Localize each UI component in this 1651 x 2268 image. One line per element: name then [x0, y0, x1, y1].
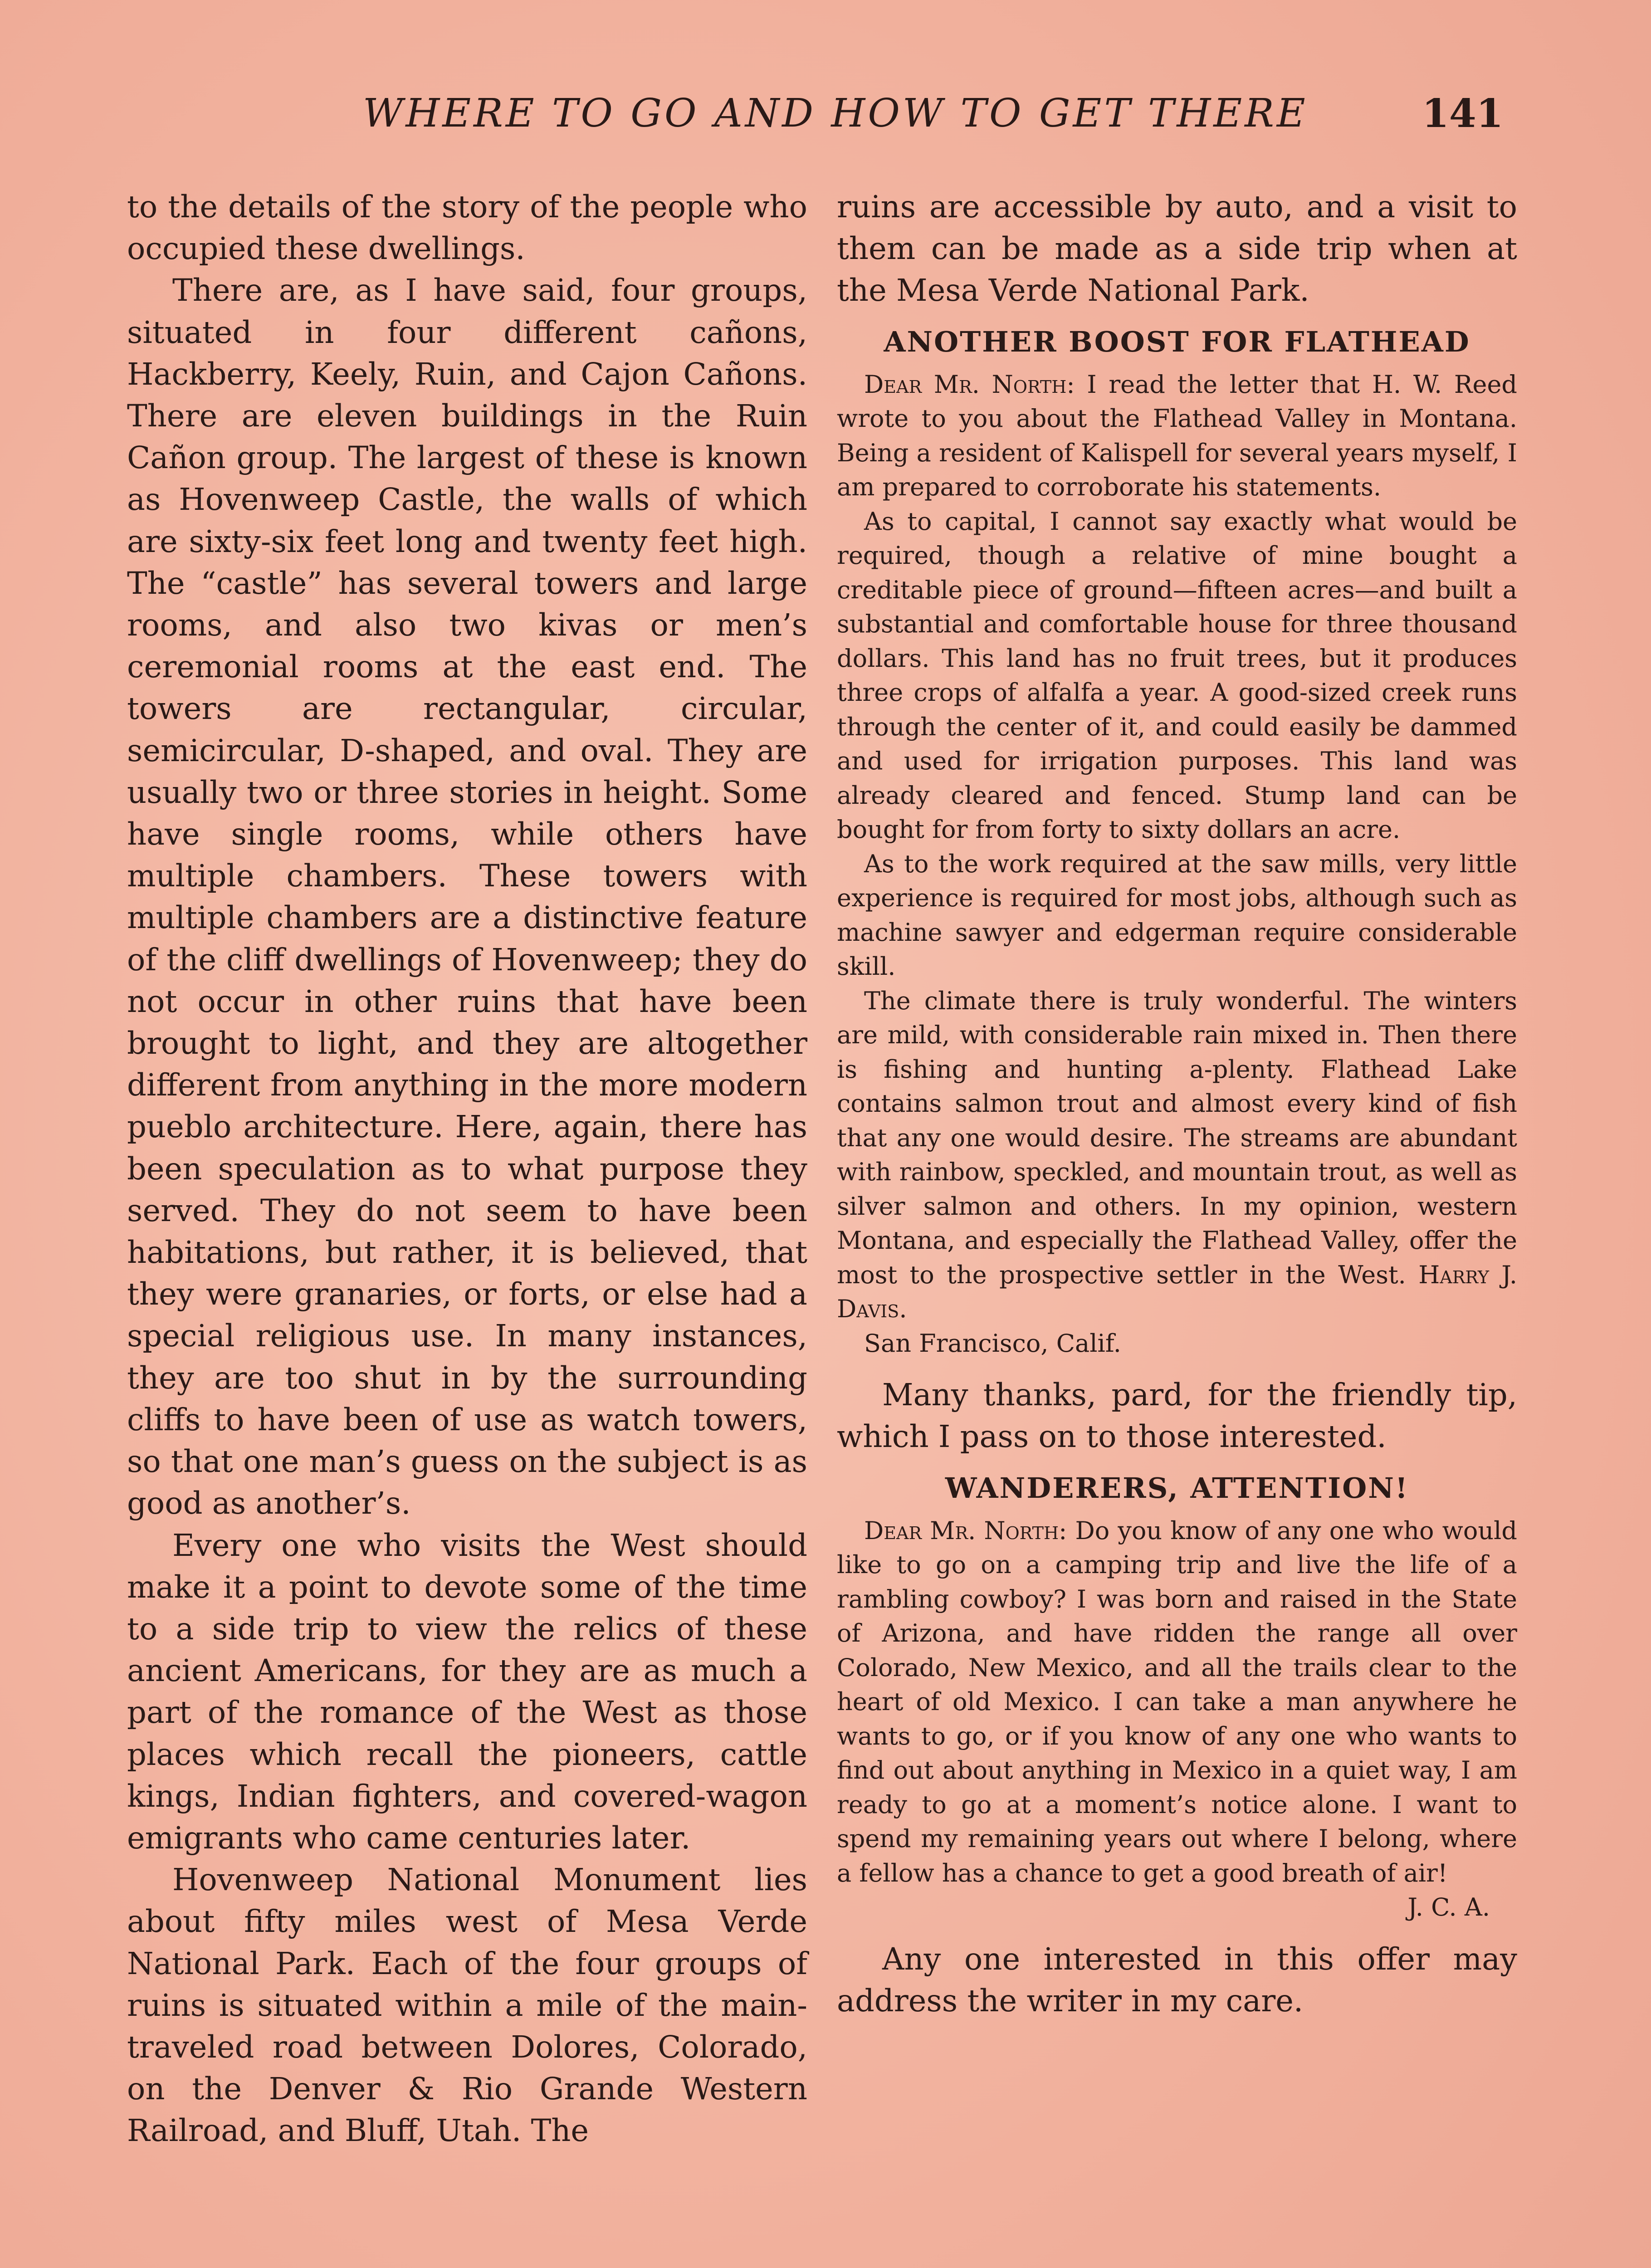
paragraph: ruins are accessible by auto, and a visit to them can be made as a side trip when at the Mesa Verde National Park.	[837, 189, 1517, 308]
letter-text: Do you know of any one who would like to go on a camping trip and live the life of a rambling cowboy? I was born and raised in the State of Arizona, and have ridden the range all over Colorado, New Mexico, and all the trails clear to the heart of old Mexico. I can take a man anywhere he wants to go, or if you know of any one who wants to find out about anything in Mexico in a quiet way, I am ready to go at a moment’s notice alone. I want to spend my remaining years out where I belong, where a fellow has a chance to get a good breath of air!	[837, 1516, 1517, 1887]
sender-location: San Francisco, Calif.	[864, 1329, 1121, 1358]
paragraph: Hovenweep National Monument lies about fifty miles west of Mesa Verde National Park. Each of the four groups of ruins is situated within a mile of the main-traveled road between Dolores, Colorado, on the Denver & Rio Grande Western Railroad, and Bluff, Utah. The	[127, 1862, 807, 2149]
letter-paragraph	[837, 367, 1517, 504]
letter-text: I read the letter that H. W. Reed wrote to you about the Flathead Valley in Montana. Being a resident of Kalispell for several years myself, I am prepared to corroborate his statements.	[837, 370, 1517, 502]
signature: J. C. A.	[1407, 1893, 1490, 1922]
paragraph: to the details of the story of the people who occupied these dwellings.	[127, 189, 807, 267]
letter-paragraph	[837, 1514, 1517, 1891]
letter-paragraph: As to capital, I cannot say exactly what would be required, though a relative of mine bought a creditable piece of ground—fifteen acres—and built a substantial and comfortable house for three thousand dollars. This land has no fruit trees, but it produces three crops of alfalfa a year. A good-sized creek runs through the center of it, and could easily be dammed and used for irrigation purposes. This land was already cleared and fenced. Stump land can be bought for from forty to sixty dollars an acre.	[837, 507, 1517, 844]
letter-paragraph: As to the work required at the saw mills, very little experience is required for most jobs, although such as machine sawyer and edgerman require considerable skill.	[837, 849, 1517, 981]
paragraph: There are, as I have said, four groups, situated in four different cañons, Hackberry, Keely, Ruin, and Cajon Cañons. There are eleven buildings in the Ruin Cañon group. The largest of these is known as Hovenweep Castle, the walls of which are sixty-six feet long and twenty feet high. The “castle” has several towers and large rooms, and also two kivas or men’s ceremonial rooms at the east end. The towers are rectangular, circular, semicircular, D-shaped, and oval. They are usually two or three stories in height. Some have single rooms, while others have multiple chambers. These towers with multiple chambers are a distinctive feature of the cliff dwellings of Hovenweep; they do not occur in other ruins that have been brought to light, and they are altogether different from anything in the more modern pueblo architecture. Here, again, there has been speculation as to what purpose they served. They do not seem to have been habitations, but rather, it is believed, that they were granaries, or forts, or else had a special religious use. In many instances, they are too shut in by the surrounding cliffs to have been of use as watch towers, so that one man’s guess on the subject is as good as another’s.	[127, 273, 807, 1521]
section-heading: WANDERERS, ATTENTION!	[945, 1471, 1409, 1505]
editor-response: Many thanks, pard, for the friendly tip, which I pass on to those interested.	[837, 1377, 1517, 1455]
letter-text: The climate there is truly wonderful. The winters are mild, with considerable rain mixed in. Then there is fishing and hunting a-plenty. Flathead Lake contains salmon trout and almost every kind of fish that any one would desire. The streams are abundant with rainbow, speckled, and mountain trout, as well as silver salmon and others. In my opinion, western Montana, and especially the Flathead Valley, offer the most to the prospective settler in the West.	[837, 986, 1517, 1289]
right-column	[837, 186, 1517, 2022]
paragraph: Every one who visits the West should make it a point to devote some of the time to a side trip to view the relics of these ancient Americans, for they are as much a part of the romance of the West as those places which recall the pioneers, cattle kings, Indian fighters, and covered-wagon emigrants who came centuries later.	[127, 1527, 807, 1856]
salutation: Dear Mr. North:	[864, 1516, 1067, 1545]
section-heading: ANOTHER BOOST FOR FLATHEAD	[884, 325, 1470, 358]
salutation: Dear Mr. North:	[864, 370, 1075, 399]
page-number: 141	[1422, 91, 1504, 137]
letter-paragraph	[837, 984, 1517, 1326]
left-column	[127, 186, 807, 2152]
running-header: WHERE TO GO AND HOW TO GET THERE	[363, 91, 1308, 136]
signature: Harry J. Davis.	[837, 1260, 1517, 1324]
editor-response: Any one interested in this offer may address the writer in my care.	[837, 1941, 1517, 2019]
